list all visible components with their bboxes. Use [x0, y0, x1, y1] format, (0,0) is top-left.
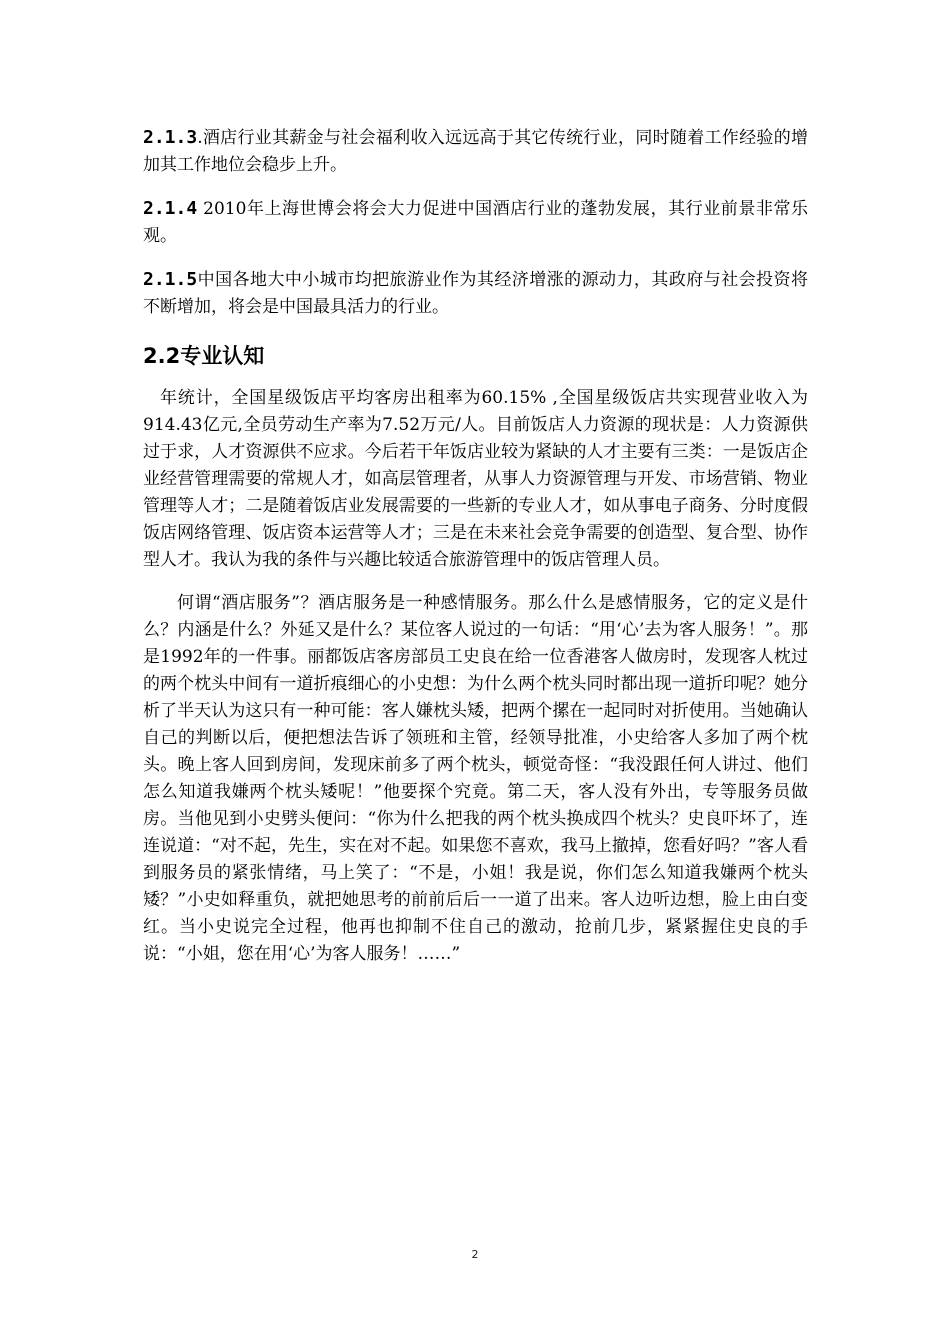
list-item-2-1-4 [143, 195, 808, 250]
body-paragraph: 年统计，全国星级饭店平均客房出租率为60.15% ,全国星级饭店共实现营业收入为914.43亿元,全员劳动生产率为7.52万元/人。目前饭店人力资源的现状是：人力资源供过于求，人才资源供不应求。今后若干年饭店业较为紧缺的人才主要有三类：一是饭店企业经营管理需要的常规人才，如高层管理者，从事人力资源管理与开发、市场营销、物业管理等人才；二是随着饭店业发展需要的一些新的专业人才，如从事电子商务、分时度假饭店网络管理、饭店资本运营等人才；三是在未来社会竞争需要的创造型、复合型、协作型人才。我认为我的条件与兴趣比较适合旅游管理中的饭店管理人员。 [143, 388, 808, 570]
item-text: 中国各地大中小城市均把旅游业作为其经济增涨的源动力，其政府与社会投资将不断增加，将会是中国最具活力的行业。 [143, 270, 808, 317]
page-number: 2 [471, 1248, 479, 1261]
item-text: .酒店行业其薪金与社会福利收入远远高于其它传统行业，同时随着工作经验的增加其工作地位会稳步上升。 [143, 128, 808, 175]
item-text: 2010年上海世博会将会大力促进中国酒店行业的蓬勃发展，其行业前景非常乐观。 [143, 199, 808, 246]
section-heading: 2.2专业认知 [143, 344, 265, 368]
list-item-2-1-5 [143, 266, 808, 321]
item-number: 2.1.5 [143, 269, 198, 290]
item-number: 2.1.4 [143, 198, 198, 219]
page-content [143, 124, 808, 968]
list-item-2-1-3 [143, 124, 808, 179]
body-paragraph: 何谓“酒店服务”？酒店服务是一种感情服务。那么什么是感情服务，它的定义是什么？内涵是什么？外延又是什么？某位客人说过的一句话：“用‘心’去为客人服务！”。那是1992年的一件事。丽都饭店客房部员工史良在给一位香港客人做房时，发现客人枕过的两个枕头中间有一道折痕细心的小史想：为什么两个枕头同时都出现一道折印呢？她分析了半天认为这只有一种可能：客人嫌枕头矮，把两个摞在一起同时对折使用。当她确认自己的判断以后，便把想法告诉了领班和主管，经领导批准，小史给客人多加了两个枕头。晚上客人回到房间，发现床前多了两个枕头，顿觉奇怪：“我没跟任何人讲过、他们怎么知道我嫌两个枕头矮呢！”他要探个究竟。第二天，客人没有外出，专等服务员做房。当他见到小史劈头便问：“你为什么把我的两个枕头换成四个枕头？史良吓坏了，连连说道：“对不起，先生，实在对不起。如果您不喜欢，我马上撤掉，您看好吗？”客人看到服务员的紧张情绪，马上笑了：“不是，小姐！我是说，你们怎么知道我嫌两个枕头矮？”小史如释重负，就把她思考的前前后后一一道了出来。客人边听边想，脸上由白变红。当小史说完全过程，他再也抑制不住自己的激动，抢前几步，紧紧握住史良的手说：“小姐，您在用‘心’为客人服务！……” [143, 593, 808, 964]
item-number: 2.1.3 [143, 127, 198, 148]
